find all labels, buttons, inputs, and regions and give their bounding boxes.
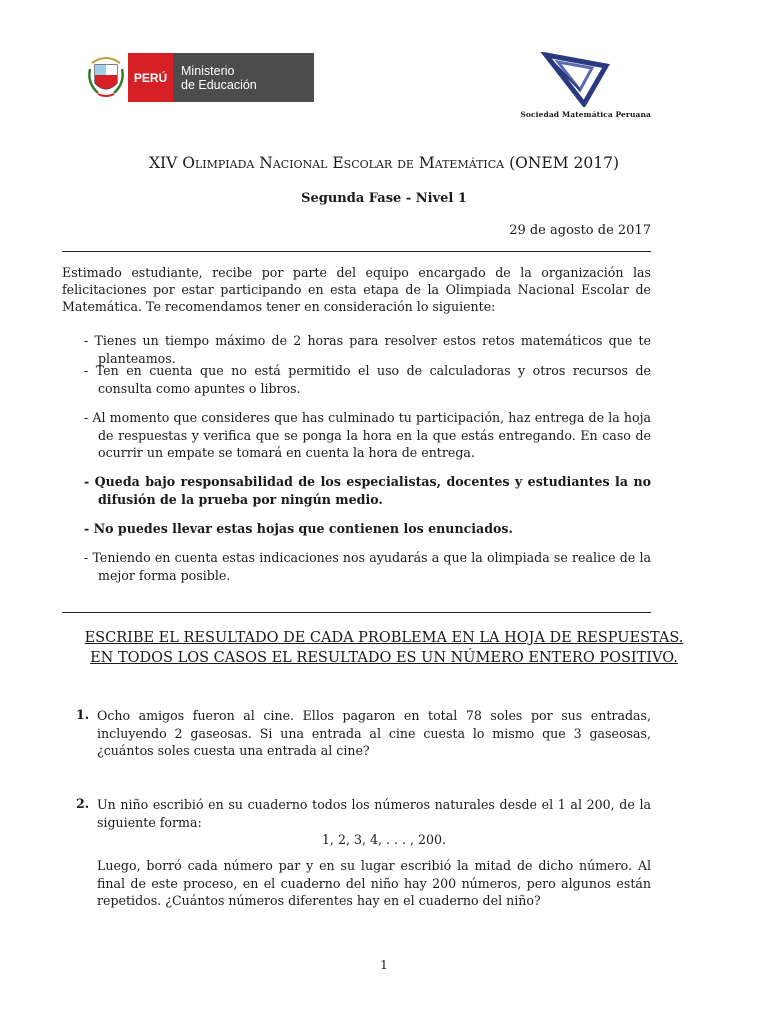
notice-line-2 <box>0 650 768 666</box>
intro-paragraph: Estimado estudiante, recibe por parte del equipo encargado de la organización las felicitaciones por estar participando en esta etapa de la Olimpiada Nacional Escolar de Matemática. Te recomendamos tener en consideración lo siguiente: <box>62 265 651 314</box>
notice-line-1 <box>0 630 768 646</box>
exam-title-main: XIV Olimpiada Nacional Escolar de Matemática <box>149 154 505 172</box>
divider <box>62 251 651 252</box>
ministry-label <box>173 53 314 102</box>
society-name: Sociedad Matemática Peruana <box>520 110 651 119</box>
ministry-line-1: Ministerio <box>181 63 235 78</box>
exam-date: 29 de agosto de 2017 <box>509 223 651 238</box>
instruction-item: - Tienes un tiempo máximo de 2 horas para resolver estos retos matemáticos que te planteamos. <box>84 333 651 366</box>
instruction-item: - No puedes llevar estas hojas que contienen los enunciados. <box>84 521 513 536</box>
coat-of-arms-icon <box>84 53 128 102</box>
instruction-item: - Ten en cuenta que no está permitido el uso de calculadoras y otros recursos de consulta como apuntes o libros. <box>84 363 651 396</box>
problem-text: Ocho amigos fueron al cine. Ellos pagaron en total 78 soles por sus entradas, incluyendo 2 gaseosas. Si una entrada al cine cuesta lo mismo que 3 gaseosas, ¿cuántos soles cuesta una entrada al cine? <box>97 708 651 758</box>
ministry-logo <box>84 53 314 102</box>
ministry-line-2: de Educación <box>181 77 257 92</box>
number-sequence: 1, 2, 3, 4, . . . , 200. <box>321 832 447 847</box>
divider <box>62 612 651 613</box>
instruction-item: - Al momento que consideres que has culminado tu participación, haz entrega de la hoja de respuestas y verifica que se ponga la hora en la que estás entregando. En caso de ocurrir un empate se tomará en cuenta la hora de entrega. <box>84 410 651 460</box>
exam-title-suffix: (ONEM 2017) <box>509 154 619 172</box>
problem-number: 2. <box>76 796 90 811</box>
problem-followup: Luego, borró cada número par y en su lugar escribió la mitad de dicho número. Al final de este proceso, en el cuaderno del niño hay 200 números, pero algunos están repetidos. ¿Cuántos números diferentes hay en el cuaderno del niño? <box>97 858 651 908</box>
problem-text: Un niño escribió en su cuaderno todos los números naturales desde el 1 al 200, de la siguiente forma: <box>97 797 651 830</box>
smp-logo-icon <box>540 52 612 107</box>
page-number: 1 <box>380 958 388 972</box>
notice-line-1-text: ESCRIBE EL RESULTADO DE CADA PROBLEMA EN LA HOJA DE RESPUESTAS. <box>84 630 684 646</box>
exam-title <box>0 154 768 172</box>
notice-line-2-text: EN TODOS LOS CASOS EL RESULTADO ES UN NÚMERO ENTERO POSITIVO. <box>90 650 678 666</box>
instruction-item: - Queda bajo responsabilidad de los especialistas, docentes y estudiantes la no difusión de la prueba por ningún medio. <box>84 474 651 507</box>
problem-number: 1. <box>76 707 90 722</box>
peru-label: PERÚ <box>128 53 173 102</box>
exam-subtitle: Segunda Fase - Nivel 1 <box>301 191 467 206</box>
instruction-item: - Teniendo en cuenta estas indicaciones nos ayudarás a que la olimpiada se realice de la mejor forma posible. <box>84 550 651 583</box>
